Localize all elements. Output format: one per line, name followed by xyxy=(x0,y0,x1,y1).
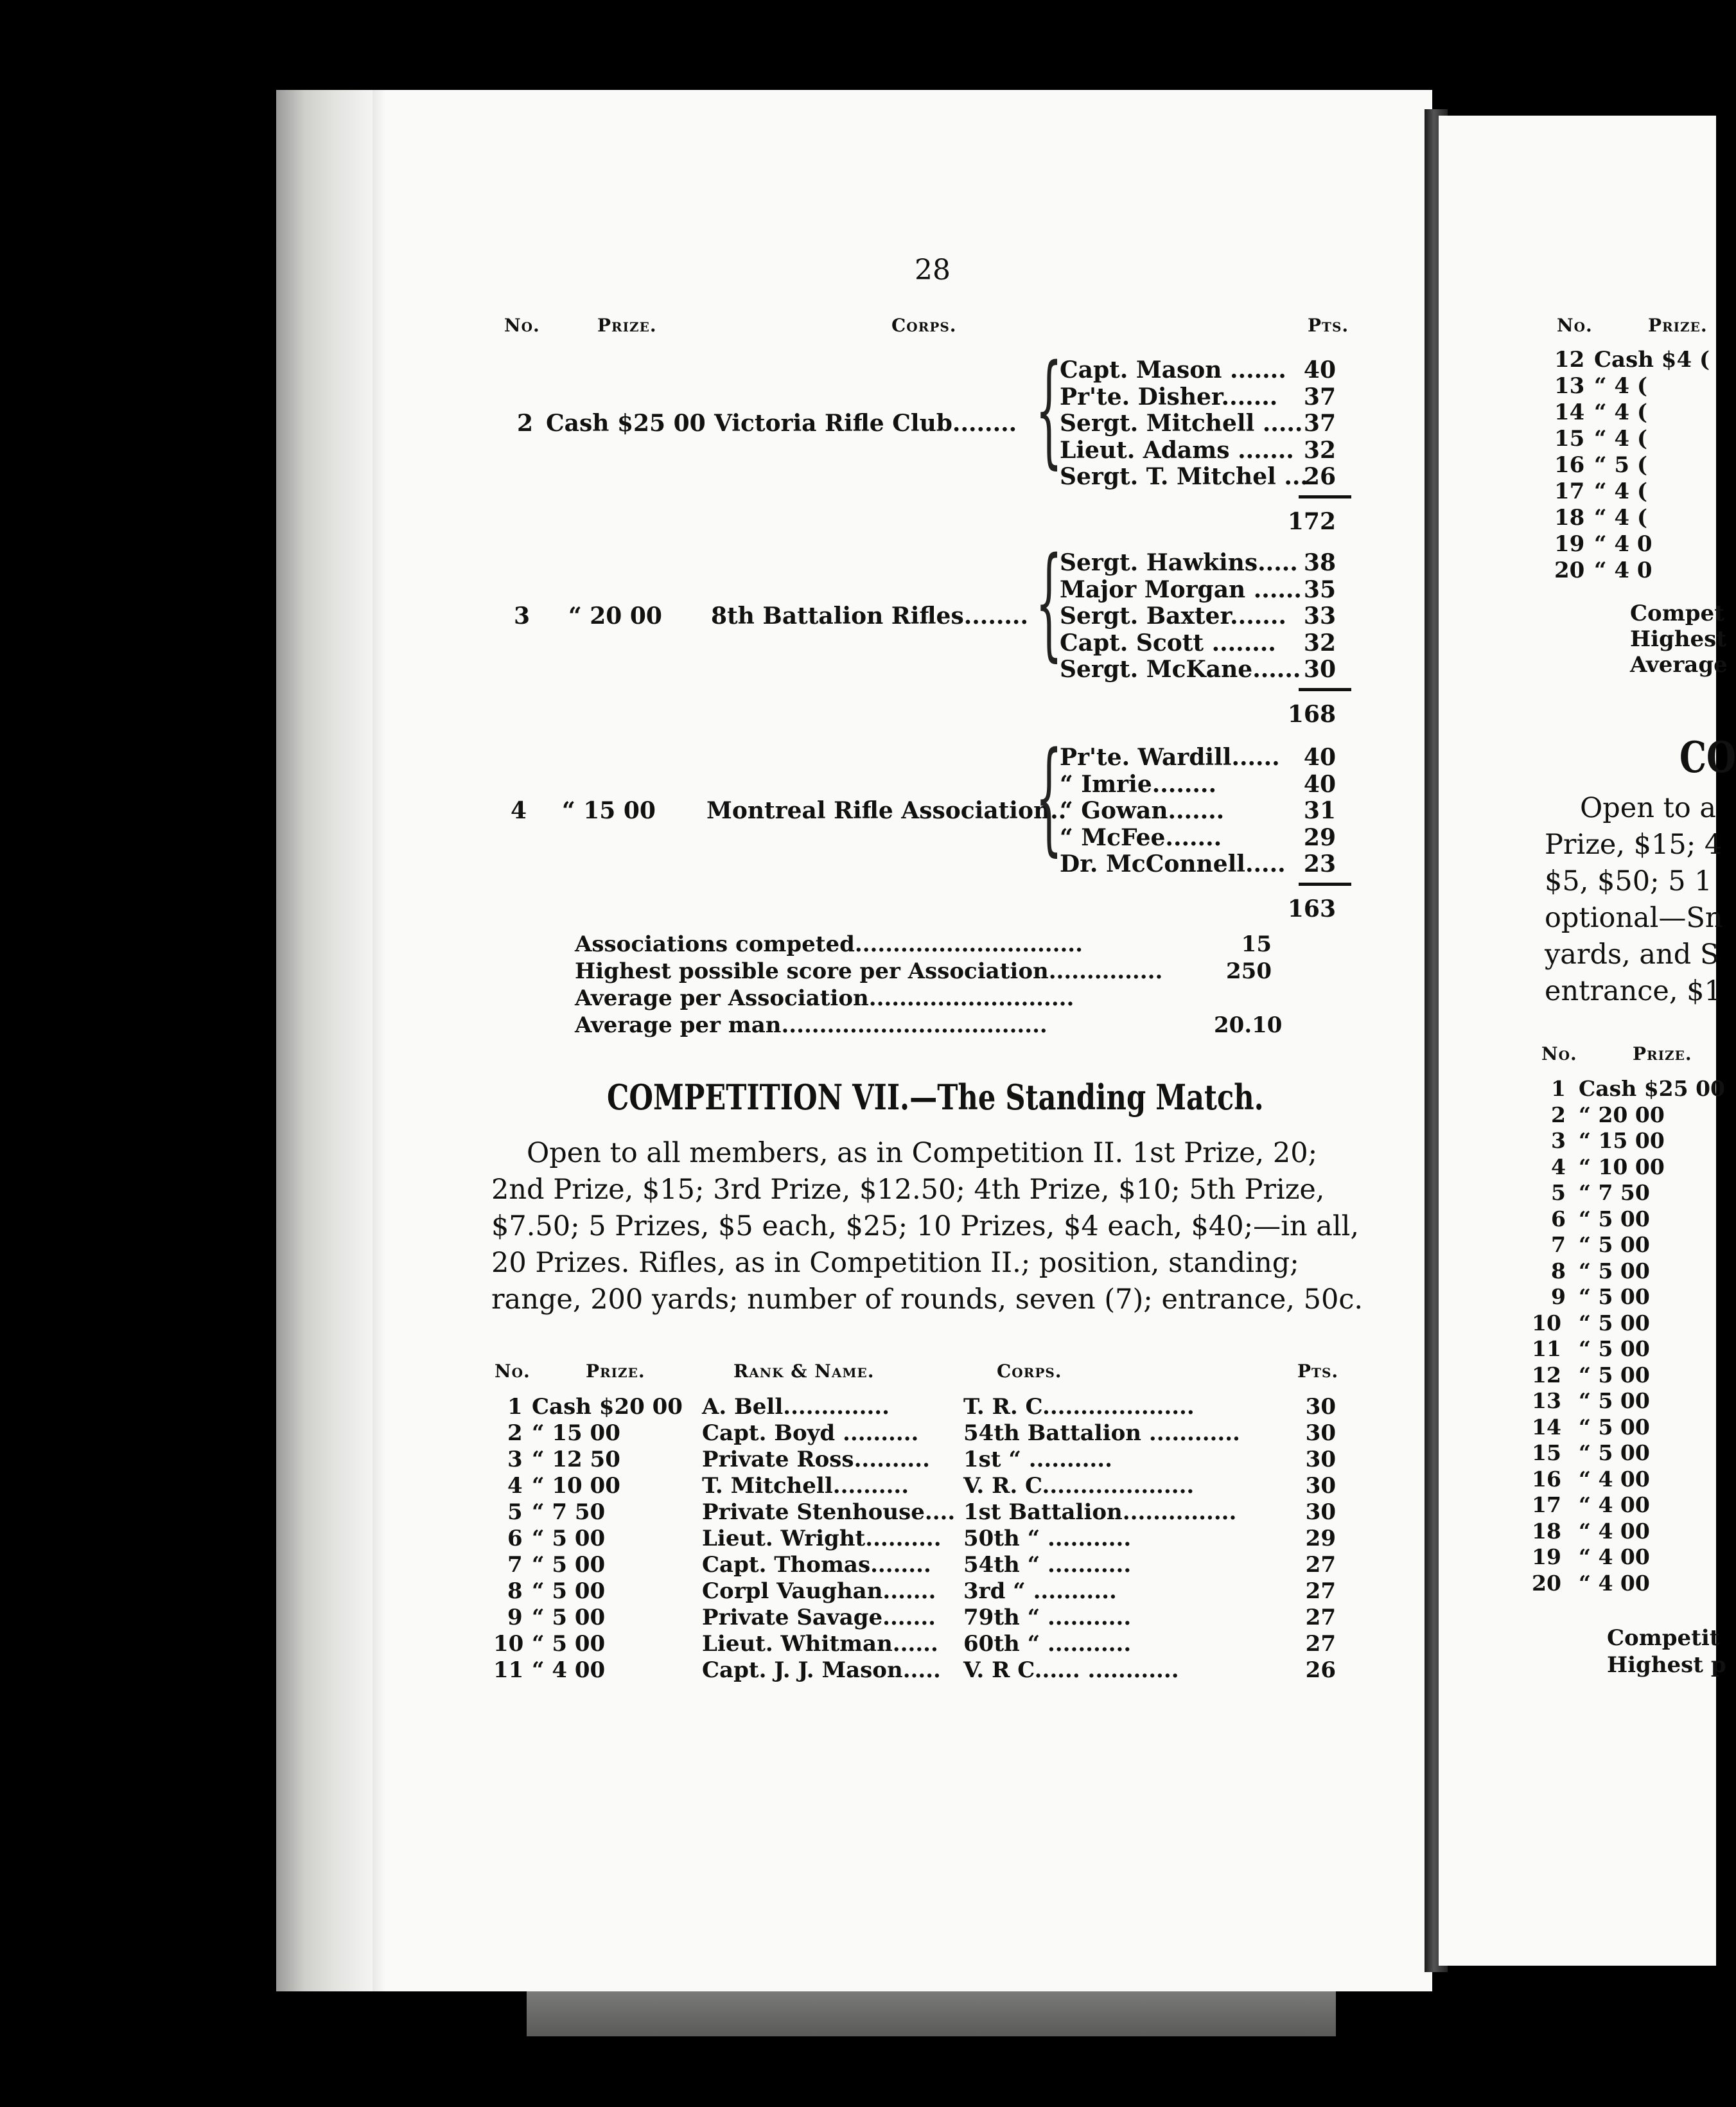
member-pts: 26 xyxy=(1303,463,1336,490)
page-number: 28 xyxy=(915,254,951,287)
result-no: 10 xyxy=(493,1631,524,1657)
member-pts: 37 xyxy=(1303,410,1336,437)
right-result-prize: Cash $25 00 xyxy=(1579,1076,1726,1101)
sum-rule xyxy=(1299,495,1351,498)
result-name: Capt. Boyd .......... xyxy=(702,1420,919,1446)
member-pts: 33 xyxy=(1303,603,1336,630)
right-result-prize: “ 5 00 xyxy=(1579,1284,1650,1309)
member-pts: 30 xyxy=(1303,656,1336,683)
right-result-no: 4 xyxy=(1551,1154,1566,1179)
summary-value: 20.10 xyxy=(1214,1012,1283,1038)
member-pts: 23 xyxy=(1303,851,1336,877)
result-no: 7 xyxy=(507,1552,523,1578)
right-result-prize: “ 4 00 xyxy=(1579,1544,1650,1569)
right-result-no: 16 xyxy=(1532,1466,1561,1492)
right-result-no: 10 xyxy=(1532,1310,1561,1336)
group-total: 172 xyxy=(1287,507,1336,535)
member-name: Capt. Scott ........ xyxy=(1060,629,1276,657)
result-no: 4 xyxy=(507,1473,523,1499)
result-corps: 79th “ ........... xyxy=(963,1605,1132,1630)
right-heading-fragment: CO xyxy=(1679,732,1736,782)
right-prize: “ 5 ( xyxy=(1594,452,1647,478)
result-name: A. Bell.............. xyxy=(702,1394,890,1420)
right-prize: “ 4 ( xyxy=(1594,426,1647,452)
right-para-line: yards, and S xyxy=(1545,939,1719,971)
right-result-prize: “ 5 00 xyxy=(1579,1414,1650,1440)
description-line: 20 Prizes. Rifles, as in Competition II.; position, standing; xyxy=(491,1247,1299,1279)
result-prize: “ 4 00 xyxy=(532,1657,606,1683)
result-no: 5 xyxy=(507,1499,523,1525)
right-bottom-summary: Competit xyxy=(1607,1625,1720,1651)
right-result-prize: “ 7 50 xyxy=(1579,1180,1650,1205)
group-prize: Cash $25 00 xyxy=(546,410,706,437)
result-corps: T. R. C.................... xyxy=(963,1394,1195,1420)
result-corps: 3rd “ ........... xyxy=(963,1578,1117,1604)
right-prize: “ 4 ( xyxy=(1594,373,1647,399)
member-pts: 37 xyxy=(1303,383,1336,410)
right-no: 16 xyxy=(1554,452,1585,478)
right-header-no: No. xyxy=(1557,315,1593,336)
right-result-prize: “ 4 00 xyxy=(1579,1492,1650,1517)
right-summary: Highest xyxy=(1630,626,1727,652)
right-result-prize: “ 4 00 xyxy=(1579,1570,1650,1596)
result-name: T. Mitchell.......... xyxy=(702,1473,909,1499)
member-pts: 40 xyxy=(1303,770,1336,798)
right-no: 15 xyxy=(1554,426,1585,452)
right-result-no: 20 xyxy=(1532,1570,1561,1596)
member-pts: 32 xyxy=(1303,629,1336,657)
group-no: 4 xyxy=(511,797,527,824)
right-prize: Cash $4 ( xyxy=(1594,347,1710,373)
group-brace: { xyxy=(1035,339,1063,480)
summary-value: 250 xyxy=(1226,958,1272,984)
result-name: Capt. Thomas........ xyxy=(702,1552,931,1578)
right-prize: “ 4 ( xyxy=(1594,400,1647,425)
result-no: 3 xyxy=(507,1447,523,1472)
result-no: 6 xyxy=(507,1526,523,1551)
result-name: Lieut. Whitman...... xyxy=(702,1631,938,1657)
result-prize: “ 5 00 xyxy=(532,1526,606,1551)
right-header-prize: Prize. xyxy=(1648,315,1708,336)
result-no: 11 xyxy=(493,1657,524,1683)
member-pts: 31 xyxy=(1303,797,1336,824)
result-prize: “ 5 00 xyxy=(532,1552,606,1578)
right-result-no: 19 xyxy=(1532,1544,1561,1569)
summary-label: Average per Association........................... xyxy=(575,985,1074,1011)
member-name: “ McFee....... xyxy=(1060,824,1222,851)
right-result-prize: “ 4 00 xyxy=(1579,1466,1650,1492)
result-prize: Cash $20 00 xyxy=(532,1394,683,1420)
col-header-pts: Pts. xyxy=(1308,315,1349,336)
right-summary: Compet xyxy=(1630,601,1724,626)
result-corps: 50th “ ........... xyxy=(963,1526,1132,1551)
member-name: “ Gowan....... xyxy=(1060,797,1225,824)
page-stack-shadow xyxy=(527,1991,1336,2036)
results-header-pts: Pts. xyxy=(1297,1361,1339,1382)
member-name: Lieut. Adams ....... xyxy=(1060,436,1294,464)
summary-label: Associations competed.............................. xyxy=(575,931,1083,957)
result-pts: 27 xyxy=(1305,1552,1336,1578)
member-pts: 32 xyxy=(1303,436,1336,464)
result-prize: “ 12 50 xyxy=(532,1447,620,1472)
right-result-no: 1 xyxy=(1551,1076,1566,1101)
right-no: 18 xyxy=(1554,505,1585,531)
right-prize: “ 4 ( xyxy=(1594,505,1647,531)
right-result-prize: “ 5 00 xyxy=(1579,1440,1650,1465)
member-pts: 38 xyxy=(1303,549,1336,576)
result-prize: “ 5 00 xyxy=(532,1605,606,1630)
result-pts: 27 xyxy=(1305,1578,1336,1604)
results-header-no: No. xyxy=(495,1361,530,1382)
result-name: Corpl Vaughan....... xyxy=(702,1578,936,1604)
result-no: 1 xyxy=(507,1394,523,1420)
result-pts: 30 xyxy=(1305,1473,1336,1499)
right-para-line: Prize, $15; 4 xyxy=(1545,829,1723,861)
right-para-line: Open to a xyxy=(1580,792,1717,824)
right-result-no: 3 xyxy=(1551,1128,1566,1153)
right-result-no: 14 xyxy=(1532,1414,1561,1440)
right-result-prize: “ 10 00 xyxy=(1579,1154,1665,1179)
group-prize: “ 15 00 xyxy=(562,797,656,824)
summary-value: 15 xyxy=(1241,931,1272,957)
right-no: 20 xyxy=(1554,558,1585,583)
right-no: 12 xyxy=(1554,347,1585,373)
results-header-prize: Prize. xyxy=(586,1361,645,1382)
result-corps: 54th Battalion ............ xyxy=(963,1420,1240,1446)
group-corps: 8th Battalion Rifles........ xyxy=(711,603,1028,630)
group-prize: “ 20 00 xyxy=(568,603,662,630)
result-corps: 54th “ ........... xyxy=(963,1552,1132,1578)
member-name: Pr'te. Wardill...... xyxy=(1060,744,1280,771)
right-result-prize: “ 20 00 xyxy=(1579,1102,1665,1127)
right-result-prize: “ 5 00 xyxy=(1579,1362,1650,1388)
right-result-no: 2 xyxy=(1551,1102,1566,1127)
result-pts: 27 xyxy=(1305,1605,1336,1630)
group-brace: { xyxy=(1035,726,1063,868)
group-corps: Victoria Rifle Club........ xyxy=(714,410,1017,437)
result-prize: “ 15 00 xyxy=(532,1420,620,1446)
member-name: Major Morgan ...... xyxy=(1060,576,1302,603)
competition-heading: COMPETITION VII.—The Standing Match. xyxy=(607,1077,1264,1118)
result-corps: 60th “ ........... xyxy=(963,1631,1132,1657)
result-no: 2 xyxy=(507,1420,523,1446)
result-corps: V. R. C.................... xyxy=(963,1473,1195,1499)
right-result-no: 7 xyxy=(1551,1232,1566,1257)
description-line: Open to all members, as in Competition II. 1st Prize, 20; xyxy=(527,1137,1318,1169)
group-corps: Montreal Rifle Association.. xyxy=(706,797,1067,824)
result-name: Capt. J. J. Mason..... xyxy=(702,1657,941,1683)
right-para-line: entrance, $1 xyxy=(1545,975,1722,1007)
member-name: Pr'te. Disher....... xyxy=(1060,383,1278,410)
result-prize: “ 7 50 xyxy=(532,1499,606,1525)
right-result-no: 15 xyxy=(1532,1440,1561,1465)
right-result-prize: “ 5 00 xyxy=(1579,1232,1650,1257)
right-result-no: 9 xyxy=(1551,1284,1566,1309)
result-pts: 29 xyxy=(1305,1526,1336,1551)
member-pts: 40 xyxy=(1303,744,1336,771)
description-line: 2nd Prize, $15; 3rd Prize, $12.50; 4th Prize, $10; 5th Prize, xyxy=(491,1174,1325,1206)
right-bottom-header-no: No. xyxy=(1541,1043,1577,1064)
right-prize: “ 4 ( xyxy=(1594,479,1647,504)
right-result-no: 13 xyxy=(1532,1388,1561,1413)
group-brace: { xyxy=(1035,531,1063,673)
col-header-prize: Prize. xyxy=(597,315,657,336)
summary-label: Average per man................................... xyxy=(575,1012,1048,1038)
summary-label: Highest possible score per Association............... xyxy=(575,958,1163,984)
right-result-prize: “ 5 00 xyxy=(1579,1258,1650,1283)
member-name: Capt. Mason ....... xyxy=(1060,357,1286,383)
col-header-corps: Corps. xyxy=(891,315,957,336)
right-result-no: 5 xyxy=(1551,1180,1566,1205)
right-para-line: $5, $50; 5 1 xyxy=(1545,865,1712,897)
sum-rule xyxy=(1299,883,1351,886)
right-no: 14 xyxy=(1554,400,1585,425)
col-header-no: No. xyxy=(504,315,540,336)
result-pts: 30 xyxy=(1305,1499,1336,1525)
member-pts: 35 xyxy=(1303,576,1336,603)
result-name: Private Ross.......... xyxy=(702,1447,930,1472)
page-edge-shading xyxy=(276,90,373,1991)
right-bottom-summary: Highest p xyxy=(1607,1652,1726,1678)
right-result-no: 11 xyxy=(1532,1336,1561,1361)
member-pts: 29 xyxy=(1303,824,1336,851)
results-header-corps: Corps. xyxy=(997,1361,1062,1382)
right-result-no: 18 xyxy=(1532,1518,1561,1544)
result-corps: 1st “ ........... xyxy=(963,1447,1112,1472)
right-summary: Average xyxy=(1630,652,1728,678)
right-no: 13 xyxy=(1554,373,1585,399)
member-name: Sergt. Baxter....... xyxy=(1060,603,1286,630)
group-no: 2 xyxy=(517,410,534,437)
member-pts: 40 xyxy=(1303,357,1336,383)
description-line: $7.50; 5 Prizes, $5 each, $25; 10 Prizes, $4 each, $40;—in all, xyxy=(491,1210,1360,1242)
group-total: 168 xyxy=(1287,700,1336,728)
result-corps: 1st Battalion............... xyxy=(963,1499,1237,1525)
right-result-prize: “ 15 00 xyxy=(1579,1128,1665,1153)
group-no: 3 xyxy=(514,603,530,630)
right-result-prize: “ 5 00 xyxy=(1579,1388,1650,1413)
right-result-prize: “ 5 00 xyxy=(1579,1336,1650,1361)
member-name: “ Imrie........ xyxy=(1060,770,1216,798)
right-para-line: optional—Sn xyxy=(1545,902,1723,934)
right-result-no: 8 xyxy=(1551,1258,1566,1283)
member-name: Dr. McConnell..... xyxy=(1060,851,1286,877)
member-name: Sergt. T. Mitchel ... xyxy=(1060,463,1308,490)
result-name: Lieut. Wright.......... xyxy=(702,1526,942,1551)
result-prize: “ 5 00 xyxy=(532,1578,606,1604)
member-name: Sergt. Mitchell ..... xyxy=(1060,410,1303,437)
right-prize: “ 4 0 xyxy=(1594,558,1653,583)
result-name: Private Stenhouse.... xyxy=(702,1499,956,1525)
result-no: 8 xyxy=(507,1578,523,1604)
result-prize: “ 10 00 xyxy=(532,1473,620,1499)
result-pts: 30 xyxy=(1305,1447,1336,1472)
right-result-prize: “ 4 00 xyxy=(1579,1518,1650,1544)
sum-rule xyxy=(1299,688,1351,691)
right-result-prize: “ 5 00 xyxy=(1579,1310,1650,1336)
result-pts: 30 xyxy=(1305,1394,1336,1420)
member-name: Sergt. Hawkins..... xyxy=(1060,549,1298,576)
description-line: range, 200 yards; number of rounds, seven (7); entrance, 50c. xyxy=(491,1283,1363,1316)
right-no: 17 xyxy=(1554,479,1585,504)
result-corps: V. R C...... ............ xyxy=(963,1657,1179,1683)
right-prize: “ 4 0 xyxy=(1594,531,1653,557)
right-result-no: 12 xyxy=(1532,1362,1561,1388)
right-no: 19 xyxy=(1554,531,1585,557)
right-bottom-header-prize: Prize. xyxy=(1633,1043,1692,1064)
page-edge-fade xyxy=(373,90,385,1991)
right-result-prize: “ 5 00 xyxy=(1579,1206,1650,1231)
results-header-name: Rank & Name. xyxy=(733,1361,875,1382)
group-total: 163 xyxy=(1287,895,1336,922)
right-result-no: 17 xyxy=(1532,1492,1561,1517)
right-result-no: 6 xyxy=(1551,1206,1566,1231)
result-no: 9 xyxy=(507,1605,523,1630)
member-name: Sergt. McKane...... xyxy=(1060,656,1301,683)
result-pts: 27 xyxy=(1305,1631,1336,1657)
result-name: Private Savage....... xyxy=(702,1605,936,1630)
result-pts: 26 xyxy=(1305,1657,1336,1683)
result-pts: 30 xyxy=(1305,1420,1336,1446)
result-prize: “ 5 00 xyxy=(532,1631,606,1657)
